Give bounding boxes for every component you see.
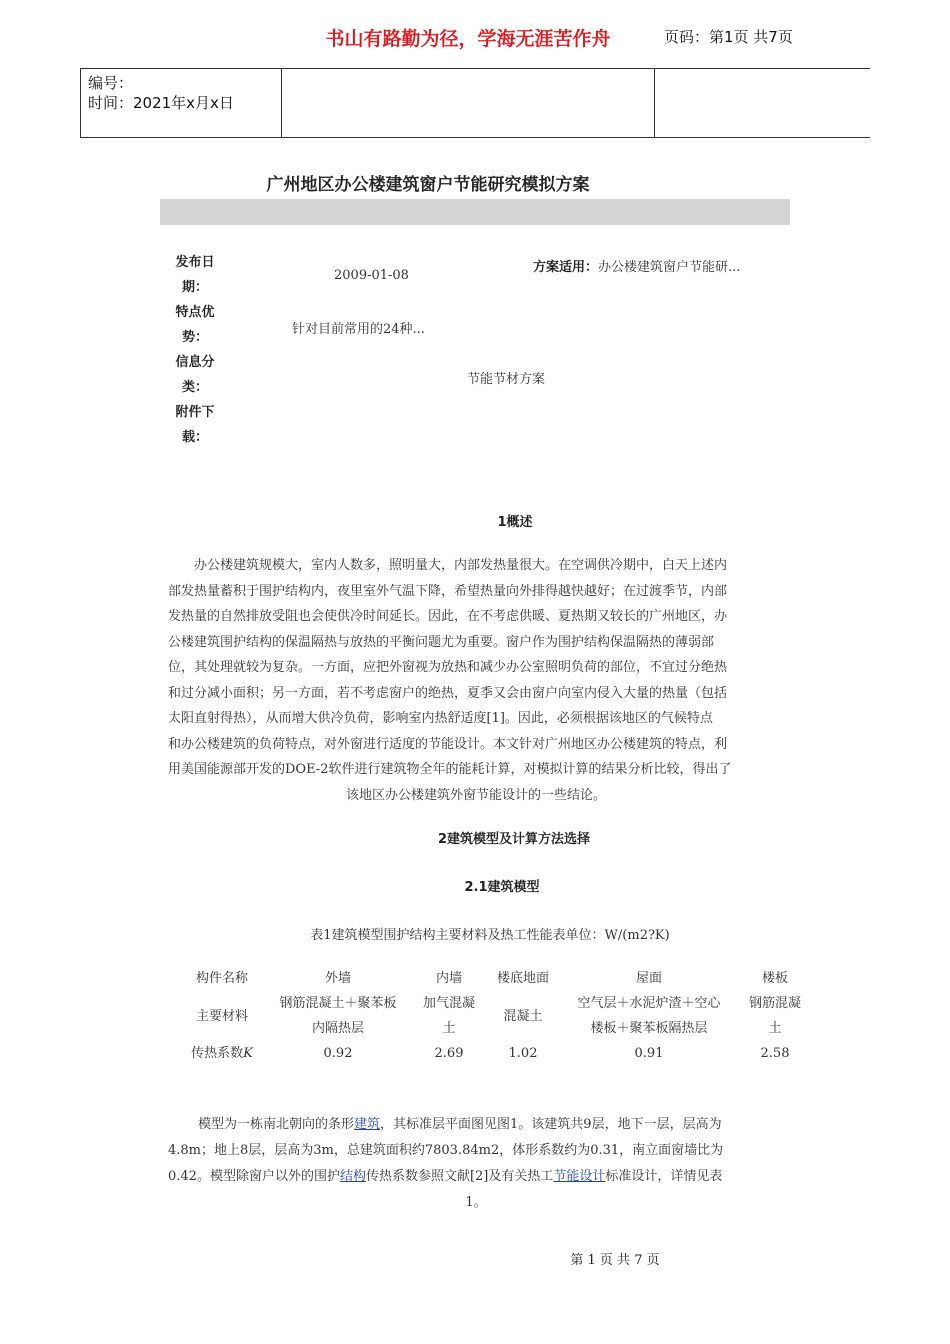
table-header-cell: 构件名称 (195, 971, 248, 986)
link-energy-saving-design[interactable]: 节能设计 (553, 1169, 606, 1184)
table-row-label: 主要材料 (195, 1008, 248, 1024)
table-cell: 混凝土 (503, 1008, 543, 1024)
table-cell: 空气层＋水泥炉渣＋空心 楼板＋聚苯板隔热层 (577, 996, 721, 1036)
apply-label: 方案适用： (533, 260, 599, 275)
paragraph-line: 和办公楼建筑的负荷特点，对外窗进行适度的节能设计。本文针对广州地区办公楼建筑的特点，利 (168, 736, 728, 752)
table-header-cell: 楼底地面 (496, 971, 549, 986)
paragraph-line: 4.8m；地上8层，层高为3m，总建筑面积约7803.84m2，体形系数约为0.31，南立面窗墙比为 (168, 1143, 724, 1158)
category-label: 信息分 类： (175, 355, 215, 395)
apply-value: 办公楼建筑窗户节能研... (598, 260, 741, 275)
paragraph-line: 模型为一栋南北朝向的条形建筑，其标准层平面图见图1。该建筑共9层，地下一层，层高为 (198, 1117, 722, 1132)
paragraph-line: 0.42。模型除窗户以外的围护结构传热系数参照文献[2]及有关热工节能设计标准设计，详情见表 (168, 1169, 723, 1184)
category-value: 节能节材方案 (467, 372, 546, 387)
header-left-border (80, 69, 81, 137)
paragraph-line: 1。 (465, 1195, 487, 1210)
table-header-row (180, 966, 812, 991)
header-page-info: 页码：第1页 共7页 (664, 28, 793, 46)
table-header-cell: 楼板 (761, 971, 788, 986)
section-1-paragraph (168, 553, 784, 808)
section-1-heading: 1概述 (497, 515, 533, 530)
table-row (180, 1041, 812, 1066)
paragraph-line: 该地区办公楼建筑外窗节能设计的一些结论。 (345, 787, 606, 803)
header-table (80, 68, 870, 138)
paragraph-line: 公楼建筑围护结构的保温隔热与放热的平衡问题尤为重要。窗户作为围护结构保温隔热的薄弱部 (168, 634, 715, 650)
table-row (180, 991, 812, 1041)
page-footer: 第 1 页 共 7 页 (570, 1253, 660, 1268)
paragraph-line: 部发热量蓄积于围护结构内，夜里室外气温下降，希望热量向外排得越快越好；在过渡季节，内部 (168, 583, 728, 599)
document-title: 广州地区办公楼建筑窗户节能研究模拟方案 (266, 175, 590, 195)
time-label: 时间：2021年x月x日 (88, 94, 234, 112)
section-2-heading: 2建筑模型及计算方法选择 (437, 832, 591, 847)
table-1-caption: 表1建筑模型围护结构主要材料及热工性能表单位：W/(m2?K) (310, 928, 670, 943)
header-divider-1 (281, 69, 282, 137)
table-cell: 加气混凝 土 (422, 996, 475, 1036)
table-cell: 钢筋混凝土＋聚苯板 内隔热层 (279, 996, 397, 1036)
table-cell: 钢筋混凝 土 (748, 996, 801, 1036)
paragraph-line: 和过分减小面积；另一方面，若不考虑窗户的绝热，夏季又会由窗户向室内侵入大量的热量（包括 (168, 685, 728, 701)
table-header-cell: 屋面 (635, 971, 662, 986)
publish-date-label: 发布日 期： (175, 255, 215, 295)
table-cell: 0.92 (323, 1046, 353, 1061)
table-row-label: 传热系数K (191, 1046, 253, 1061)
table-cell: 2.69 (434, 1046, 464, 1061)
apply-info (533, 256, 740, 275)
table-1 (180, 966, 812, 1066)
table-header-cell: 外墙 (324, 971, 351, 986)
attachment-label[interactable]: 附件下 载： (175, 405, 215, 445)
publish-date-value: 2009-01-08 (334, 268, 409, 283)
header-info (88, 73, 234, 113)
section-2-1-heading: 2.1建筑模型 (464, 880, 540, 895)
feature-label: 特点优 势： (175, 305, 215, 345)
table-cell: 0.91 (634, 1046, 664, 1061)
header-divider-2 (654, 69, 655, 137)
title-gray-bar (160, 199, 790, 225)
table-cell: 2.58 (760, 1046, 790, 1061)
serial-label: 编号： (88, 74, 134, 92)
link-building[interactable]: 建筑 (354, 1117, 381, 1132)
paragraph-line: 位，其处理就较为复杂。一方面，应把外窗视为放热和减少办公室照明负荷的部位，不宜过分绝热 (168, 660, 728, 675)
paragraph-line: 发热量的自然排放受阻也会使供冷时间延长。因此，在不考虑供暖、夏热期又较长的广州地区，办 (168, 609, 728, 624)
table-header-cell: 内墙 (435, 971, 462, 986)
table-cell: 1.02 (508, 1046, 538, 1061)
paragraph-line: 办公楼建筑规模大，室内人数多，照明量大，内部发热量很大。在空调供冷期中，白天上述内 (194, 558, 728, 573)
paragraph-line: 用美国能源部开发的DOE-2软件进行建筑物全年的能耗计算，对模拟计算的结果分析比较，得出了 (168, 762, 732, 777)
paragraph-line: 太阳直射得热），从而增大供冷负荷，影响室内热舒适度[1]。因此，必须根据该地区的气候特点 (168, 711, 713, 726)
link-structure[interactable]: 结构 (339, 1169, 366, 1184)
feature-value: 针对目前常用的24种... (292, 322, 425, 337)
model-paragraph (168, 1112, 784, 1216)
header-motto: 书山有路勤为径，学海无涯苦作舟 (325, 28, 611, 50)
